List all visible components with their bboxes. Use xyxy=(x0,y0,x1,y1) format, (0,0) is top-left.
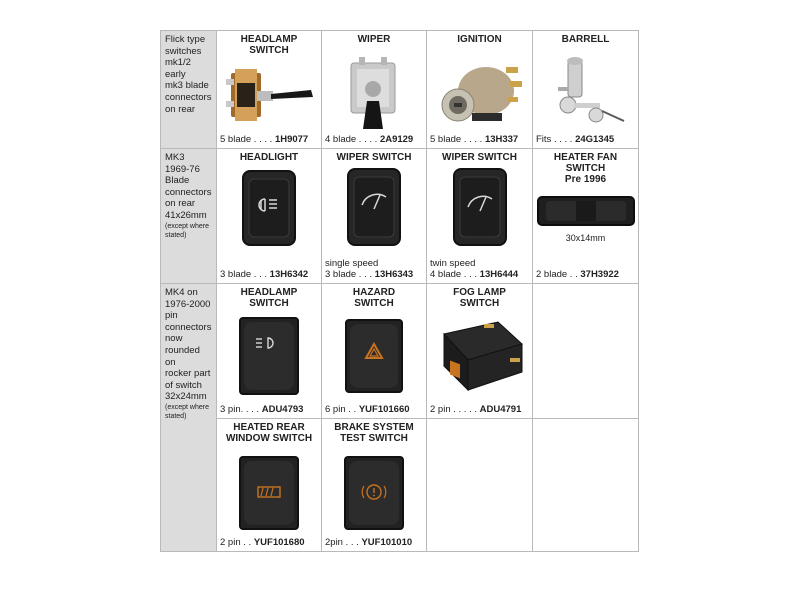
product-title xyxy=(217,152,321,163)
part-code: ADU4791 xyxy=(479,404,522,415)
product-caption xyxy=(536,269,636,280)
spec-text: 4 blade . . . xyxy=(430,269,478,280)
part-code: ADU4793 xyxy=(261,404,304,415)
spec-text: 5 blade . . . . xyxy=(220,134,273,145)
spec-text: 5 blade . . . . xyxy=(430,134,483,145)
row-label-line: 1969-76 xyxy=(165,163,200,175)
row-label-line: MK3 xyxy=(165,152,185,163)
row-label-note: (except where stated) xyxy=(165,403,209,420)
product-title xyxy=(322,287,426,309)
row-label-line: MK4 on xyxy=(165,287,198,298)
row-label-line: connectors xyxy=(165,186,212,198)
title-line: HEADLIGHT xyxy=(239,152,299,163)
row-label-line: switches xyxy=(165,45,202,57)
product-caption xyxy=(430,404,530,415)
title-line: WIPER SWITCH xyxy=(442,152,517,163)
part-code: 24G1345 xyxy=(575,134,615,145)
product-variant: twin speed xyxy=(430,258,476,269)
product-caption xyxy=(325,269,424,280)
heated-rear-window-switch-icon xyxy=(238,455,300,531)
title-line: HAZARD xyxy=(352,287,396,298)
title-line: TEST SWITCH xyxy=(340,433,408,444)
part-code: YUF101660 xyxy=(358,404,410,415)
title-line: HEATED REAR xyxy=(233,422,305,433)
product-caption xyxy=(325,404,424,415)
product-cell xyxy=(322,419,427,552)
row-label xyxy=(161,284,217,552)
lock-barrel-with-keys-icon xyxy=(546,51,626,131)
row-label-line: connectors xyxy=(165,91,212,103)
title-line: HEADLAMP xyxy=(240,34,298,45)
product-variant: single speed xyxy=(325,258,379,269)
product-title xyxy=(322,422,426,444)
product-cell xyxy=(217,284,322,419)
empty-cell xyxy=(533,284,639,419)
row-label-note: (except where stated) xyxy=(165,222,209,239)
product-title xyxy=(322,34,426,45)
switch-catalog-table xyxy=(160,30,639,552)
part-code: 13H6444 xyxy=(479,269,519,280)
headlamp-rocker-switch-icon xyxy=(238,316,300,396)
row-label-line: now xyxy=(165,333,183,345)
product-caption xyxy=(220,134,319,145)
title-line: SWITCH xyxy=(565,163,606,174)
product-cell xyxy=(217,31,322,149)
product-title xyxy=(533,34,638,45)
product-title xyxy=(533,152,638,185)
product-cell xyxy=(533,149,639,284)
title-line: WIPER SWITCH xyxy=(336,152,412,163)
spec-text: 2 blade . . xyxy=(536,269,578,280)
part-code: YUF101010 xyxy=(361,537,413,548)
product-cell xyxy=(322,149,427,284)
toggle-switch-icon xyxy=(221,61,317,131)
part-code: 2A9129 xyxy=(379,134,414,145)
empty-cell xyxy=(427,419,533,552)
product-cell xyxy=(427,31,533,149)
spec-text: 3 pin. . . . xyxy=(220,404,260,415)
part-code: 13H6343 xyxy=(374,269,414,280)
spec-text: 3 blade . . . xyxy=(220,269,268,280)
spec-text: 4 blade . . . . xyxy=(325,134,378,145)
product-cell xyxy=(427,284,533,419)
title-line: FOG LAMP xyxy=(453,287,506,298)
product-title xyxy=(427,287,532,309)
title-line: SWITCH xyxy=(459,298,500,309)
product-caption xyxy=(220,269,319,280)
row-label-line: mk3 blade xyxy=(165,80,209,92)
product-cell xyxy=(427,149,533,284)
product-title xyxy=(217,422,321,444)
title-line: BRAKE SYSTEM xyxy=(334,422,414,433)
heater-fan-switch-icon xyxy=(536,193,636,229)
spec-text: 2 pin . . . . . xyxy=(430,404,477,415)
spec-text: 2pin . . . xyxy=(325,537,359,548)
part-code: 37H3922 xyxy=(580,269,619,280)
ignition-switch-icon xyxy=(432,53,528,131)
row-label-line: on rear xyxy=(165,103,196,115)
row-label-line: Flick type xyxy=(165,34,206,45)
title-line: Pre 1996 xyxy=(564,174,607,185)
title-line: IGNITION xyxy=(457,34,502,45)
rotary-wiper-switch-icon xyxy=(339,51,409,131)
hazard-switch-icon xyxy=(344,318,404,394)
title-line: HEADLAMP xyxy=(240,287,298,298)
product-title xyxy=(217,287,321,309)
title-line: WIPER xyxy=(357,34,391,45)
catalog-row xyxy=(161,284,639,419)
part-code: 13H337 xyxy=(484,134,519,145)
product-caption xyxy=(325,537,424,548)
product-title xyxy=(322,152,426,163)
product-cell xyxy=(533,31,639,149)
product-cell xyxy=(217,149,322,284)
row-label xyxy=(161,31,217,149)
product-caption xyxy=(220,537,319,548)
product-caption xyxy=(220,404,319,415)
product-cell xyxy=(322,31,427,149)
spec-text: 2 pin . . xyxy=(220,537,252,548)
row-label-line: rounded on xyxy=(165,344,200,368)
spec-text: 6 pin . . xyxy=(325,404,357,415)
title-line: SWITCH xyxy=(249,298,289,309)
part-code: YUF101680 xyxy=(253,537,305,548)
title-line: BARRELL xyxy=(561,34,610,45)
part-code: 1H9077 xyxy=(274,134,309,145)
row-label-line: connectors xyxy=(165,321,212,333)
title-line: SWITCH xyxy=(249,45,289,56)
fog-lamp-switch-icon xyxy=(432,314,528,394)
empty-cell xyxy=(533,419,639,552)
row-label-line: pin xyxy=(165,310,178,322)
catalog-row xyxy=(161,419,639,552)
brake-test-switch-icon xyxy=(343,455,405,531)
spec-text: Fits . . . . xyxy=(536,134,573,145)
part-code: 13H6342 xyxy=(269,269,309,280)
product-caption xyxy=(536,134,636,145)
row-label-line: mk1/2 early xyxy=(165,57,191,80)
product-title xyxy=(217,34,321,56)
product-caption xyxy=(430,269,530,280)
row-label-line: of switch xyxy=(165,379,202,391)
product-cell xyxy=(322,284,427,419)
product-caption xyxy=(430,134,530,145)
row-label-line: 32x24mm xyxy=(165,391,207,403)
row-label-line: 1976-2000 xyxy=(165,298,211,310)
product-title xyxy=(427,152,532,163)
headlight-rocker-switch-icon xyxy=(241,169,297,247)
title-line: WINDOW SWITCH xyxy=(225,433,313,444)
row-label-line: on rear xyxy=(165,198,196,210)
catalog-row xyxy=(161,149,639,284)
spec-text: 3 blade . . . xyxy=(325,269,373,280)
catalog-row xyxy=(161,31,639,149)
row-label xyxy=(161,149,217,284)
product-caption xyxy=(325,134,424,145)
product-title xyxy=(427,34,532,45)
title-line: HEATER FAN xyxy=(553,152,618,163)
switch-dimension: 30x14mm xyxy=(565,233,606,243)
wiper-rocker-switch-icon xyxy=(346,167,402,247)
title-line: SWITCH xyxy=(354,298,394,309)
row-label-line: rocker part xyxy=(165,368,211,380)
product-cell xyxy=(217,419,322,552)
wiper-rocker-switch-icon xyxy=(452,167,508,247)
row-label-line: 41x26mm xyxy=(165,209,207,221)
row-label-line: Blade xyxy=(165,175,190,187)
